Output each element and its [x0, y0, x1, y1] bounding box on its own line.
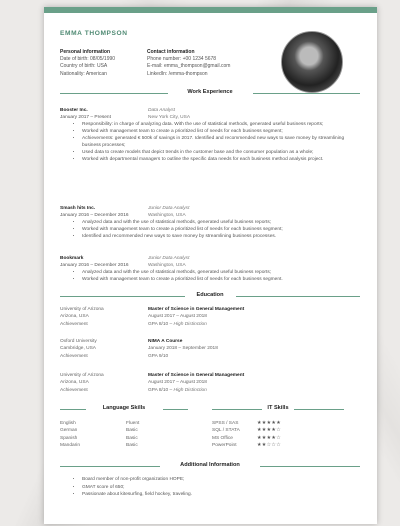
- phone-line: Phone number: +00 1234 5678: [147, 56, 217, 63]
- language-name: English: [60, 421, 76, 426]
- it-skill-list: [212, 420, 240, 450]
- edu-place: Arizona, USA: [60, 314, 89, 320]
- contact-information: [147, 49, 230, 78]
- job-company: Smash hits Inc.: [60, 206, 96, 211]
- personal-line: Date of birth: 08/05/1990: [60, 56, 116, 63]
- edu-gpa: GPA 8/10 –: [148, 321, 174, 327]
- personal-heading: Personal information: [60, 49, 111, 55]
- job-company: Bookmark: [60, 256, 84, 261]
- edu-honor: High Distinction: [173, 321, 207, 327]
- additional-list: [60, 476, 360, 499]
- language-levels: [126, 420, 139, 450]
- it-skill-name: PowerPoint: [212, 443, 237, 449]
- language-level: Fluent: [126, 421, 140, 426]
- edu-gpa: GPA 9/10: [148, 353, 169, 359]
- language-level: Basic: [126, 443, 138, 449]
- job-bullet: • Analyzed data and with the use of statistical methods, generated useful business reports;: [82, 219, 360, 226]
- job-role: Junior Data Analyst: [148, 206, 190, 211]
- language-level: Basic: [126, 428, 138, 434]
- language-name: Spanish: [60, 435, 78, 441]
- job-entry: [60, 205, 360, 240]
- personal-line: Nationality: American: [60, 70, 107, 77]
- additional-item: • Passionate about kitesurfing, field hockey, traveling.: [82, 491, 360, 499]
- contact-heading: Contact information: [147, 49, 195, 55]
- email-link[interactable]: E-mail: emma_thompson@gmail.com: [147, 63, 231, 70]
- job-entry: [60, 255, 360, 283]
- language-name: German: [60, 428, 78, 434]
- education-header: Education: [60, 292, 360, 300]
- job-location: Washington, USA: [148, 213, 186, 218]
- edu-school: University of Arizona: [60, 373, 104, 378]
- job-bullet: • Analyzed data and with the use of statistical methods, generated useful business reports;: [82, 269, 360, 276]
- job-bullet: • Achievements: generated € 500k of savings in 2017. Identified and recommended new ways to save money by streamlining business processes;: [82, 135, 360, 149]
- edu-degree: Master of Science in General Management: [148, 307, 245, 312]
- job-dates: January 2017 – Present: [60, 115, 111, 120]
- personal-line: Country of birth: USA: [60, 63, 108, 70]
- it-skill-name: MS Office: [212, 435, 233, 441]
- edu-dates: August 2017 – August 2018: [148, 380, 207, 386]
- work-experience-header: Work Experience: [60, 89, 360, 97]
- job-role: Data Analyst: [148, 108, 176, 113]
- job-dates: January 2016 – December 2016: [60, 213, 129, 218]
- edu-label: Achievement: [60, 321, 88, 327]
- accent-top-bar: [44, 7, 377, 13]
- additional-item: • GMAT score of 650;: [82, 484, 360, 492]
- it-skills-header: IT Skills: [212, 405, 344, 413]
- edu-dates: January 2018 – September 2018: [148, 346, 218, 352]
- edu-dates: August 2017 – August 2018: [148, 314, 207, 320]
- job-company: Booster Inc.: [60, 108, 88, 113]
- star-rating-icon: ★★★★☆: [257, 428, 282, 434]
- edu-honor: High Distinction: [173, 387, 207, 393]
- edu-gpa: GPA 8/10 –: [148, 387, 174, 393]
- profile-photo: [281, 31, 343, 93]
- additional-item: • Board member of non-profit organization HOPE;: [82, 476, 360, 484]
- additional-information-header: Additional Information: [60, 462, 360, 470]
- job-bullet: • Worked with management team to create a prioritized list of needs for each business segment;: [82, 226, 360, 233]
- language-level: Basic: [126, 435, 138, 441]
- it-skill-name: SPSS / SAS: [212, 421, 239, 426]
- job-bullet: • Used data to create models that depict trends in the customer base and the consumer population as a whole;: [82, 149, 360, 156]
- it-skill-ratings: [257, 420, 281, 450]
- job-bullet: • Identified and recommended new ways to save money by streamlining business processes.: [82, 233, 360, 240]
- star-rating-icon: ★★☆☆☆: [257, 443, 282, 449]
- edu-label: Achievement: [60, 353, 88, 359]
- job-entry: [60, 107, 360, 163]
- job-bullet: • Worked with departmental managers to outline the specific data needs for each business method analysis project.: [82, 156, 360, 163]
- personal-information: [60, 49, 115, 78]
- candidate-name: EMMA THOMPSON: [60, 30, 128, 37]
- job-role: Junior Data Analyst: [148, 256, 190, 261]
- edu-degree: Master of Science in General Management: [148, 373, 245, 378]
- edu-school: University of Arizona: [60, 307, 104, 312]
- language-name: Mandarin: [60, 443, 80, 449]
- job-location: New York City, USA: [148, 115, 191, 120]
- edu-degree: NIMA A Course: [148, 339, 183, 344]
- language-list: [60, 420, 80, 450]
- it-skill-name: SQL / STATA: [212, 428, 240, 434]
- resume-page: [44, 7, 377, 524]
- star-rating-icon: ★★★★☆: [257, 435, 282, 441]
- job-dates: January 2016 – December 2016: [60, 263, 129, 268]
- star-rating-icon: ★★★★★: [257, 421, 282, 426]
- edu-label: Achievement: [60, 387, 88, 393]
- language-skills-header: Language Skills: [60, 405, 188, 413]
- job-bullet: • Responsibility: in charge of analyzing data. With the use of statistical methods, generated useful business reports;: [82, 121, 360, 128]
- job-bullet: • Worked with management team to create a prioritized list of needs for each business segment;: [82, 128, 360, 135]
- job-bullet: • Worked with management team to create a prioritized list of needs for each business segment.: [82, 276, 360, 283]
- edu-place: Cambridge, USA: [60, 346, 96, 352]
- job-location: Washington, USA: [148, 263, 186, 268]
- linkedin-link[interactable]: LinkedIn: /emma-thompson: [147, 70, 208, 77]
- edu-place: Arizona, USA: [60, 380, 89, 386]
- edu-school: Oxford University: [60, 339, 97, 344]
